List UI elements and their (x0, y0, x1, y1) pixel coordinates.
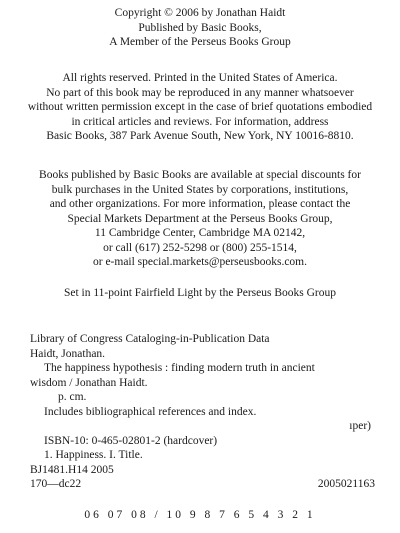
print-line: 06 07 08 / 10 9 8 7 6 5 4 3 2 1 (84, 509, 316, 521)
rights-line: without written permission except in the case of brief quotations embodied (27, 101, 373, 113)
cip-heading: Library of Congress Cataloging-in-Publication Data (30, 333, 270, 345)
rights-line: in critical articles and reviews. For information, address (71, 115, 329, 128)
rights-block (0, 71, 400, 144)
copyright-line: Copyright © 2006 by Jonathan Haidt (114, 7, 286, 19)
publisher-line: Published by Basic Books, (138, 21, 262, 34)
cip-paper-row (30, 419, 375, 434)
sales-line: 11 Cambridge Center, Cambridge MA 02142, (94, 227, 306, 239)
cip-data-block (30, 332, 375, 492)
cip-title-cont: wisdom / Jonathan Haidt. (30, 376, 148, 389)
cip-isbn: ISBN-10: 0-465-02801-2 (hardcover) (44, 434, 218, 447)
rights-line: All rights reserved. Printed in the United States of America. (62, 72, 338, 84)
sales-line: Books published by Basic Books are available at special discounts for (39, 169, 361, 181)
cip-classification-row (30, 477, 375, 492)
sales-line: and other organizations. For more information, please contact the (49, 198, 351, 210)
sales-line: or call (617) 252-5298 or (800) 255-1514, (103, 241, 297, 254)
cip-call-number: BJ1481.H14 2005 (30, 463, 114, 476)
publisher-group-line: A Member of the Perseus Books Group (109, 36, 291, 48)
cip-title: The happiness hypothesis : finding modern truth in ancient (44, 362, 315, 374)
sales-email-line: or e-mail special.markets@perseusbooks.com. (92, 256, 307, 268)
cip-author: Haidt, Jonathan. (30, 347, 106, 360)
sales-line: Special Markets Department at the Perseus Books Group, (67, 212, 333, 225)
cip-subjects: 1. Happiness. I. Title. (44, 449, 143, 461)
cip-physical: p. cm. (58, 391, 87, 403)
cip-lccn: 2005021163 (317, 478, 375, 490)
typeface-note: Set in 11-point Fairfield Light by the Perseus Books Group (63, 287, 337, 299)
special-sales-block (0, 168, 400, 270)
sales-line: bulk purchases in the United States by corporations, institutions, (51, 183, 349, 196)
rights-line: Basic Books, 387 Park Avenue South, New York, NY 10016-8810. (46, 130, 354, 142)
cip-notes: Includes bibliographical references and index. (44, 405, 257, 418)
cip-paper-fragment: ıper) (349, 420, 371, 432)
cip-dewey: 170—dc22 (30, 478, 82, 490)
copyright-block (0, 6, 400, 50)
rights-line: No part of this book may be reproduced in any manner whatsoever (46, 86, 354, 99)
